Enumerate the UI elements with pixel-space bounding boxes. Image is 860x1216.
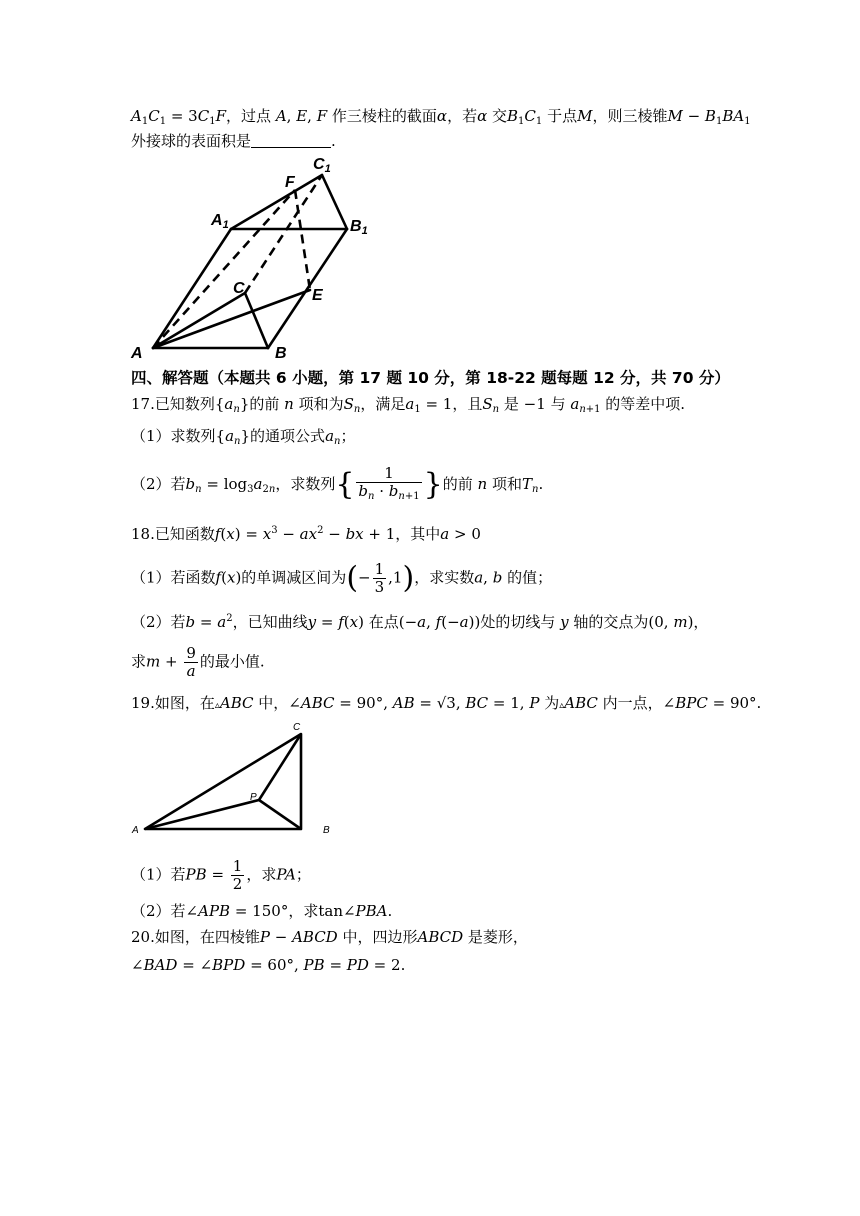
q17-part2: （2）若$b_n = \log_3a_{2n}$，求数列{ $\frac{1}{b_n \cdot b_{n+1}}$ }的前 n 项和$T_n$. xyxy=(131,464,544,502)
edge-A1-C1 xyxy=(231,175,322,229)
q17-part1: （1）求数列$\{a_n\}$的通项公式$a_n$； xyxy=(131,427,356,447)
problem16-continuation-line1: $A_1C_1 = 3C_1F$，过点 A, E, F 作三棱柱的截面α，若α 交$B_1C_1$ 于点M，则三棱锥$M - B_1BA_1$ xyxy=(131,107,751,127)
edge-A-C xyxy=(153,293,245,348)
problem16-continuation-line2: 外接球的表面积是 . xyxy=(131,132,336,150)
edge-C-B xyxy=(245,293,268,348)
q20-stem: 20.如图，在四棱锥P − ABCD 中，四边形ABCD 是菱形， xyxy=(131,928,528,946)
label-B: B xyxy=(323,825,330,836)
triangle-ABC xyxy=(145,734,301,829)
segment-BP xyxy=(259,800,301,829)
edge-B-B1 xyxy=(268,229,347,348)
q18-part2-cont: 求m + $\frac{9}{a}$ 的最小值. xyxy=(131,644,265,680)
label-F: F xyxy=(285,174,295,191)
segment-AP xyxy=(145,800,259,829)
label-E: E xyxy=(312,287,323,304)
answer-blank xyxy=(251,133,331,148)
label-A: A xyxy=(131,345,143,362)
label-A1: A1 xyxy=(211,212,229,231)
label-P: P xyxy=(250,792,257,803)
edge-A-A1 xyxy=(153,229,231,348)
q19-part2: （2）若∠APB = 150°，求tan∠PBA. xyxy=(131,902,393,920)
label-C: C xyxy=(293,722,301,733)
label-A: A xyxy=(132,825,139,836)
label-B: B xyxy=(275,345,287,362)
section-title: 四、解答题（本题共 6 小题，第 17 题 10 分，第 18-22 题每题 12 分，共 70 分） xyxy=(131,369,730,387)
edge-B1-C1 xyxy=(322,175,347,229)
segment-CP xyxy=(259,734,301,800)
q19-part1: （1）若PB = $\frac{1}{2}$ ，求PA； xyxy=(131,857,311,893)
triangle-figure xyxy=(125,718,345,843)
q17-stem: 17.已知数列$\{a_n\}$的前 n 项和为$S_n$，满足$a_1 = 1$，且$S_n$ 是 −1 与 $a_{n+1}$ 的等差中项. xyxy=(131,395,686,415)
q20-conditions: ∠BAD = ∠BPD = 60°, PB = PD = 2. xyxy=(131,956,406,974)
q18-stem: 18.已知函数$f(x) = x^3 - ax^2$ − bx + 1，其中a > 0 xyxy=(131,525,481,543)
prism-figure xyxy=(125,155,385,365)
q19-stem: 19.如图，在▵ABC 中，∠ABC = 90°, AB = √3, BC = 1, P 为▵ABC 内一点，∠BPC = 90°. xyxy=(131,694,762,712)
q18-part2: （2）若$b = a^2$，已知曲线y = f(x) 在点(−a, f(−a))处的切线与 y 轴的交点为(0, m)， xyxy=(131,613,709,631)
dashed-A-F xyxy=(153,190,295,348)
q18-part1: （1）若函数f(x)的单调减区间为(− $\frac{1}{3}$ ,1)，求实数a, b 的值； xyxy=(131,560,553,596)
label-C: C xyxy=(233,280,245,297)
label-C1: C1 xyxy=(313,156,331,175)
label-B1: B1 xyxy=(350,218,368,237)
